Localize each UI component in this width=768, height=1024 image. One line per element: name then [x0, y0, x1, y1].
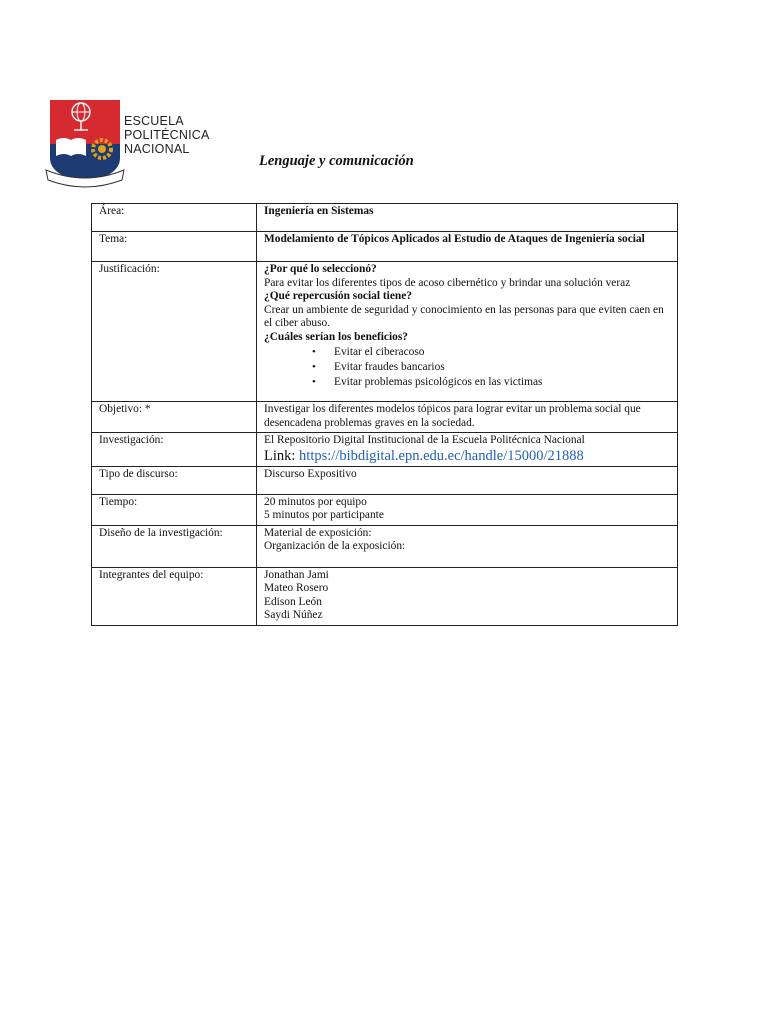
investigacion-value: El Repositorio Digital Institucional de la Escuela Politécnica Nacional — [264, 434, 585, 446]
member-name: Mateo Rosero — [264, 582, 329, 594]
diseno-cell — [257, 525, 678, 567]
tiempo-line: 5 minutos por participante — [264, 509, 384, 521]
epn-logo — [44, 96, 210, 188]
logo-text-line: POLITÉCNICA — [124, 128, 210, 142]
table-row — [92, 433, 678, 467]
project-form-table — [91, 203, 678, 626]
list-item: • Evitar problemas psicológicos en las victimas — [264, 375, 672, 390]
table-row — [92, 567, 678, 625]
question: ¿Cuáles serían los beneficios? — [264, 330, 408, 343]
answer: Crear un ambiente de seguridad y conocimiento en las personas para que eviten caen en el ciber abuso. — [264, 303, 664, 329]
list-item: • Evitar fraudes bancarios — [264, 360, 672, 375]
row-label: Tiempo: — [92, 494, 257, 525]
member-name: Edison León — [264, 595, 322, 608]
logo-text-line: NACIONAL — [124, 142, 190, 156]
diseno-line: Organización de la exposición: — [264, 540, 406, 552]
area-value: Ingeniería en Sistemas — [257, 204, 678, 232]
integrantes-cell — [257, 567, 678, 625]
table-row — [92, 466, 678, 494]
table-row — [92, 232, 678, 262]
question: ¿Por qué lo seleccionó? — [264, 263, 377, 275]
row-label: Objetivo: * — [92, 402, 257, 433]
investigacion-cell — [257, 433, 678, 467]
row-label: Área: — [92, 204, 257, 232]
tipo-discurso-value: Discurso Expositivo — [257, 466, 678, 494]
table-row — [92, 402, 678, 433]
table-row — [92, 494, 678, 525]
member-name: Jonathan Jami — [264, 568, 329, 581]
table-row — [92, 262, 678, 402]
row-label: Tipo de discurso: — [92, 466, 257, 494]
tema-value: Modelamiento de Tópicos Aplicados al Estudio de Ataques de Ingeniería social — [257, 232, 678, 262]
benefits-list — [264, 345, 672, 390]
justificacion-cell — [257, 262, 678, 402]
repository-link[interactable]: https://bibdigital.epn.edu.ec/handle/15000/21888 — [299, 447, 584, 464]
member-name: Saydi Núñez — [264, 609, 323, 621]
table-row — [92, 525, 678, 567]
link-label: Link: — [264, 447, 296, 464]
epn-shield-icon — [44, 96, 126, 188]
logo-text-line: ESCUELA — [124, 114, 184, 128]
row-label: Integrantes del equipo: — [92, 567, 257, 625]
answer: Para evitar los diferentes tipos de acoso cibernético y brindar una solución veraz — [264, 276, 631, 289]
tiempo-cell — [257, 494, 678, 525]
tiempo-line: 20 minutos por equipo — [264, 495, 367, 508]
list-item: • Evitar el ciberacoso — [264, 345, 672, 360]
question: ¿Qué repercusión social tiene? — [264, 290, 412, 302]
objetivo-value: Investigar los diferentes modelos tópicos para lograr evitar un problema social que desencadena problemas graves en la sociedad. — [257, 402, 678, 433]
row-label: Justificación: — [92, 262, 257, 402]
diseno-line: Material de exposición: — [264, 526, 372, 539]
row-label: Investigación: — [92, 433, 257, 467]
table-row — [92, 204, 678, 232]
row-label: Diseño de la investigación: — [92, 525, 257, 567]
document-title: Lenguaje y comunicación — [259, 153, 414, 169]
row-label: Tema: — [92, 232, 257, 262]
